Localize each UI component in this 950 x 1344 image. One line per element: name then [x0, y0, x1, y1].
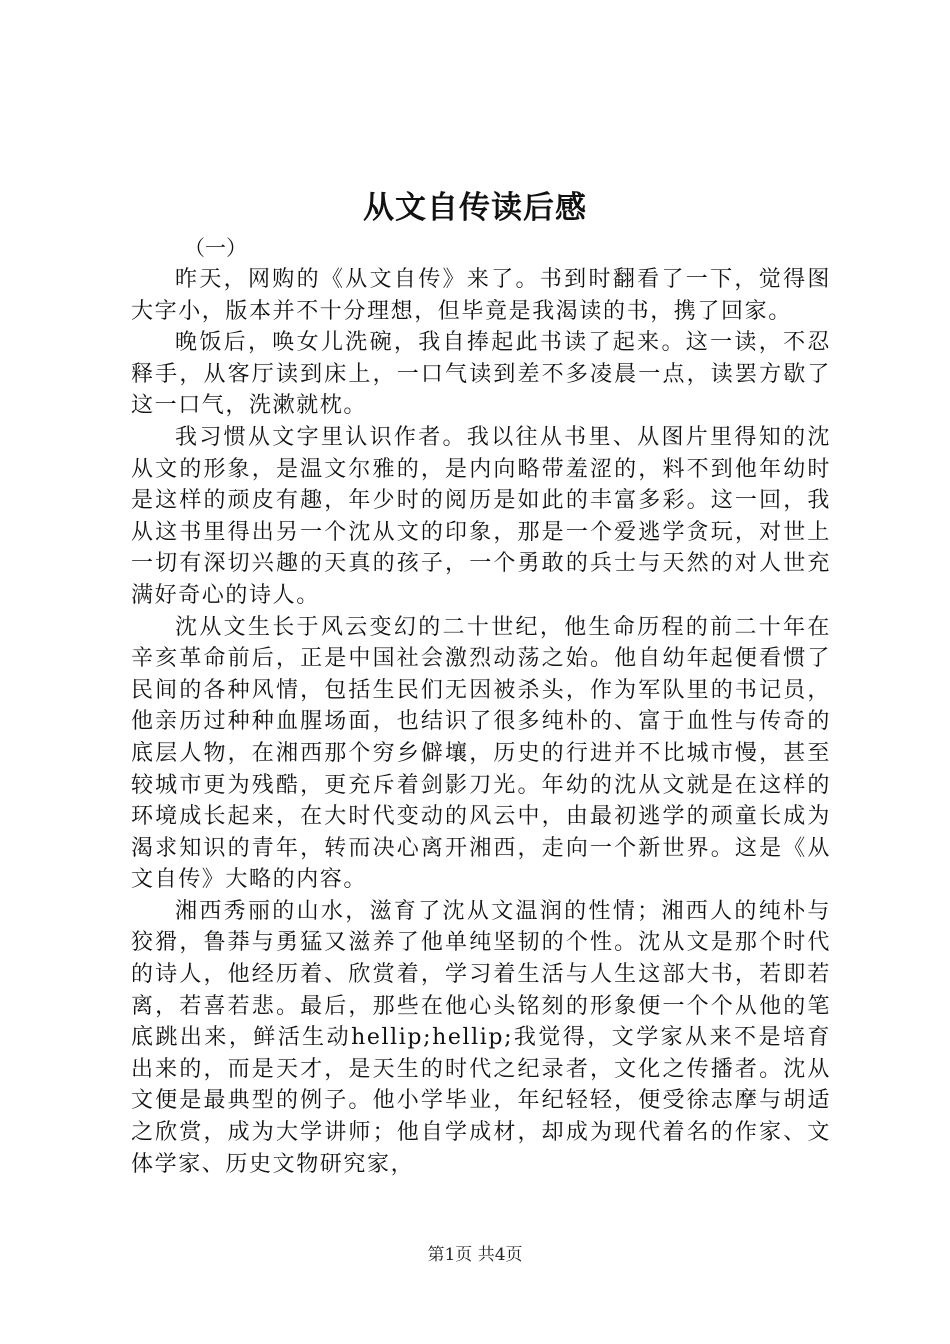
paragraph: 湘西秀丽的山水，滋育了沈从文温润的性情；湘西人的纯朴与狡猾，鲁莽与勇猛又滋养了他单纯坚韧的个性。沈从文是那个时代的诗人，他经历着、欣赏着，学习着生活与人生这部大书，若即若离，若喜若悲。最后，那些在他心头铭刻的形象便一个个从他的笔底跳出来，鲜活生动hellip;hellip;我觉得，文学家从来不是培育出来的，而是天才，是天生的时代之纪录者，文化之传播者。沈从文便是最典型的例子。他小学毕业，年纪轻轻，便受徐志摩与胡适之欣赏，成为大学讲师；他自学成材，却成为现代着名的作家、文体学家、历史文物研究家， [131, 898, 831, 1177]
paragraph: 昨天，网购的《从文自传》来了。书到时翻看了一下，觉得图大字小，版本并不十分理想，但毕竟是我渴读的书，携了回家。 [131, 267, 831, 324]
section-marker: （一） [184, 236, 247, 260]
document-body [131, 264, 831, 1180]
document-title: 从文自传读后感 [363, 190, 587, 226]
paragraph: 沈从文生长于风云变幻的二十世纪，他生命历程的前二十年在辛亥革命前后，正是中国社会激烈动荡之始。他自幼年起便看惯了民间的各种风情，包括生民们无因被杀头，作为军队里的书记员，他亲历过种种血腥场面，也结识了很多纯朴的、富于血性与传奇的底层人物，在湘西那个穷乡僻壤，历史的行进并不比城市慢，甚至较城市更为残酷，更充斥着剑影刀光。年幼的沈从文就是在这样的环境成长起来，在大时代变动的风云中，由最初逃学的顽童长成为渴求知识的青年，转而决心离开湘西，走向一个新世界。这是《从文自传》大略的内容。 [131, 614, 831, 893]
page-number-footer: 第1页 共4页 [427, 1245, 523, 1265]
paragraph: 晚饭后，唤女儿洗碗，我自捧起此书读了起来。这一读，不忍释手，从客厅读到床上，一口气读到差不多凌晨一点，读罢方歇了这一口气，洗漱就枕。 [131, 330, 831, 419]
paragraph: 我习惯从文字里认识作者。我以往从书里、从图片里得知的沈从文的形象，是温文尔雅的，是内向略带羞涩的，料不到他年幼时是这样的顽皮有趣，年少时的阅历是如此的丰富多彩。这一回，我从这书里得出另一个沈从文的印象，那是一个爱逃学贪玩，对世上一切有深切兴趣的天真的孩子，一个勇敢的兵士与天然的对人世充满好奇心的诗人。 [131, 424, 831, 608]
